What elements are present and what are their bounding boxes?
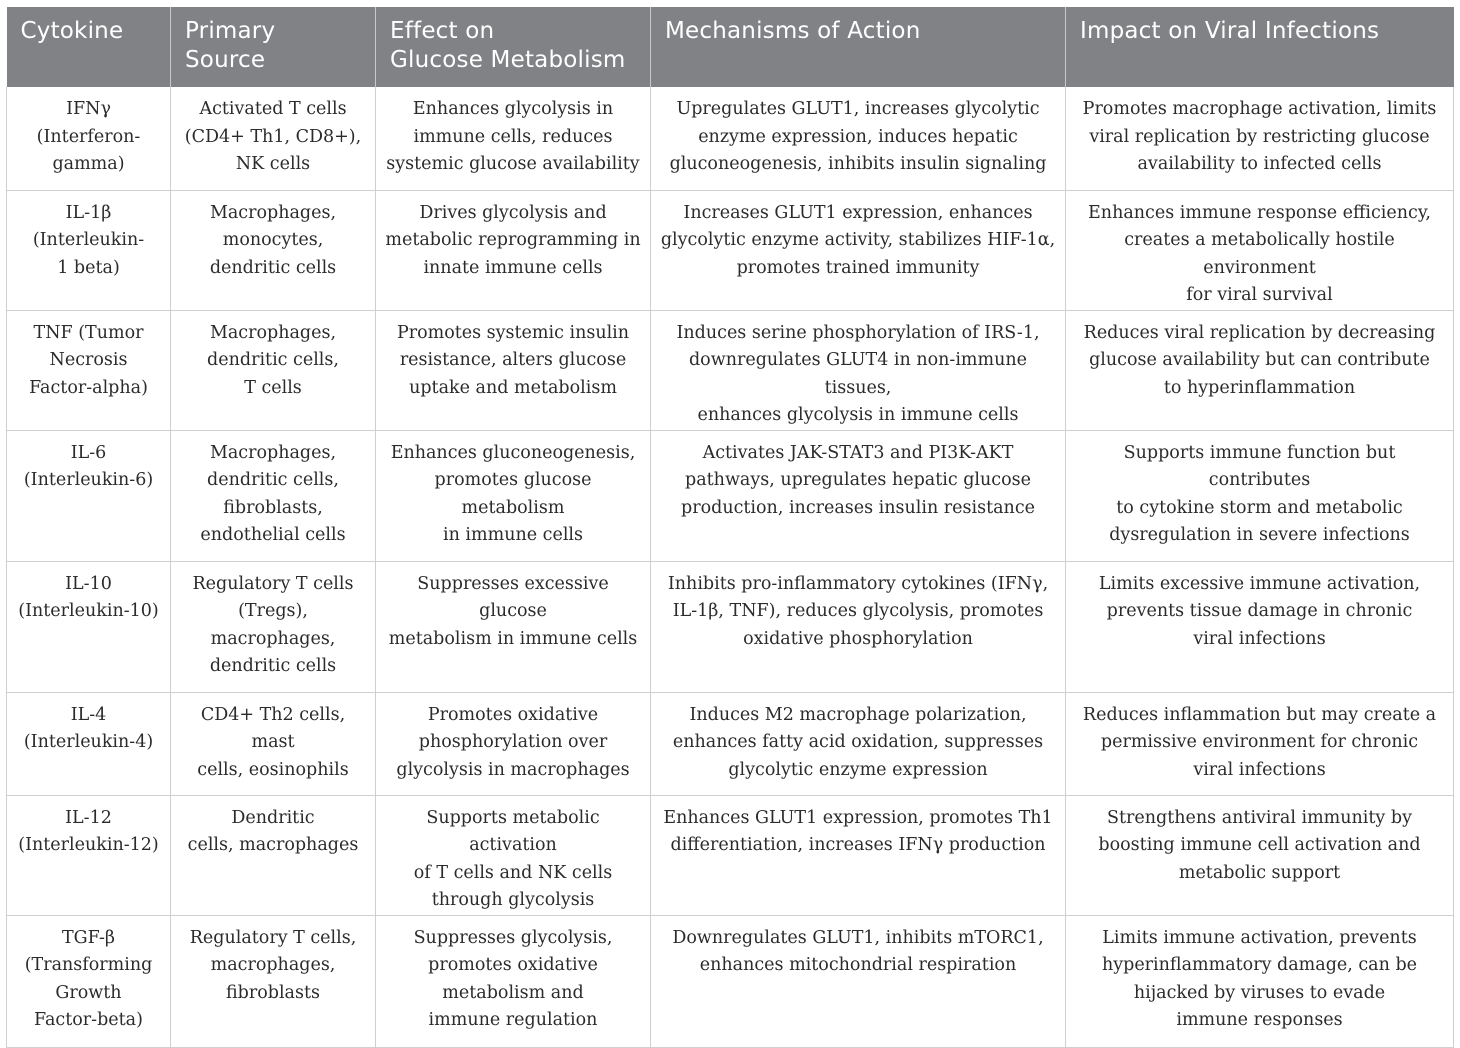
cell-mechanism: Increases GLUT1 expression, enhances glycolytic enzyme activity, stabilizes HIF-1α, promotes trained immunity [651,190,1066,310]
cell-cytokine: TGF-β (Transforming Growth Factor-beta) [7,915,171,1047]
cell-effect: Suppresses glycolysis, promotes oxidative metabolism and immune regulation [376,915,651,1047]
cell-source: Dendritic cells, macrophages [171,795,376,915]
cell-impact: Promotes macrophage activation, limits viral replication by restricting glucose availability to infected cells [1066,87,1454,190]
cell-effect: Suppresses excessive glucose metabolism in immune cells [376,561,651,692]
header-cytokine: Cytokine [7,7,171,87]
cell-source: Macrophages, dendritic cells, T cells [171,310,376,430]
cell-cytokine: IL-1β (Interleukin- 1 beta) [7,190,171,310]
table-row [7,915,1454,1047]
cell-effect: Enhances gluconeogenesis, promotes glucose metabolism in immune cells [376,430,651,561]
table-header [7,7,1454,87]
cell-source: CD4+ Th2 cells, mast cells, eosinophils [171,692,376,795]
cell-cytokine: IL-4 (Interleukin-4) [7,692,171,795]
cell-effect: Promotes systemic insulin resistance, alters glucose uptake and metabolism [376,310,651,430]
cell-effect: Drives glycolysis and metabolic reprogramming in innate immune cells [376,190,651,310]
cell-mechanism: Enhances GLUT1 expression, promotes Th1 differentiation, increases IFNγ production [651,795,1066,915]
table-container [6,7,1453,1048]
cell-cytokine: IFNγ (Interferon- gamma) [7,87,171,190]
cell-effect: Supports metabolic activation of T cells and NK cells through glycolysis [376,795,651,915]
header-effect-on-glucose-metabolism: Effect on Glucose Metabolism [376,7,651,87]
cell-mechanism: Downregulates GLUT1, inhibits mTORC1, enhances mitochondrial respiration [651,915,1066,1047]
cell-mechanism: Activates JAK-STAT3 and PI3K-AKT pathways, upregulates hepatic glucose production, increases insulin resistance [651,430,1066,561]
cell-impact: Limits excessive immune activation, prevents tissue damage in chronic viral infections [1066,561,1454,692]
cell-cytokine: IL-12 (Interleukin-12) [7,795,171,915]
cell-impact: Enhances immune response efficiency, creates a metabolically hostile environment for viral survival [1066,190,1454,310]
cell-source: Macrophages, monocytes, dendritic cells [171,190,376,310]
cell-impact: Reduces inflammation but may create a permissive environment for chronic viral infections [1066,692,1454,795]
cell-source: Activated T cells (CD4+ Th1, CD8+), NK cells [171,87,376,190]
table-row [7,561,1454,692]
table-row [7,692,1454,795]
table-row [7,430,1454,561]
table-row [7,87,1454,190]
table-body [7,87,1454,1047]
header-impact-on-viral-infections: Impact on Viral Infections [1066,7,1454,87]
cell-mechanism: Upregulates GLUT1, increases glycolytic enzyme expression, induces hepatic gluconeogenesis, inhibits insulin signaling [651,87,1066,190]
cell-mechanism: Induces M2 macrophage polarization, enhances fatty acid oxidation, suppresses glycolytic enzyme expression [651,692,1066,795]
cell-effect: Enhances glycolysis in immune cells, reduces systemic glucose availability [376,87,651,190]
cytokine-table [6,7,1454,1048]
header-mechanisms-of-action: Mechanisms of Action [651,7,1066,87]
cell-impact: Reduces viral replication by decreasing glucose availability but can contribute to hyperinflammation [1066,310,1454,430]
cell-effect: Promotes oxidative phosphorylation over glycolysis in macrophages [376,692,651,795]
cell-impact: Strengthens antiviral immunity by boosting immune cell activation and metabolic support [1066,795,1454,915]
header-row [7,7,1454,87]
cell-impact: Limits immune activation, prevents hyperinflammatory damage, can be hijacked by viruses to evade immune responses [1066,915,1454,1047]
table-row [7,190,1454,310]
cell-source: Regulatory T cells (Tregs), macrophages, dendritic cells [171,561,376,692]
cell-cytokine: TNF (Tumor Necrosis Factor-alpha) [7,310,171,430]
table-row [7,310,1454,430]
cell-source: Macrophages, dendritic cells, fibroblasts, endothelial cells [171,430,376,561]
cell-impact: Supports immune function but contributes to cytokine storm and metabolic dysregulation in severe infections [1066,430,1454,561]
cell-mechanism: Induces serine phosphorylation of IRS-1, downregulates GLUT4 in non-immune tissues, enhances glycolysis in immune cells [651,310,1066,430]
cell-cytokine: IL-6 (Interleukin-6) [7,430,171,561]
cell-mechanism: Inhibits pro-inflammatory cytokines (IFNγ, IL-1β, TNF), reduces glycolysis, promotes oxidative phosphorylation [651,561,1066,692]
header-primary-source: Primary Source [171,7,376,87]
table-row [7,795,1454,915]
cell-source: Regulatory T cells, macrophages, fibroblasts [171,915,376,1047]
cell-cytokine: IL-10 (Interleukin-10) [7,561,171,692]
